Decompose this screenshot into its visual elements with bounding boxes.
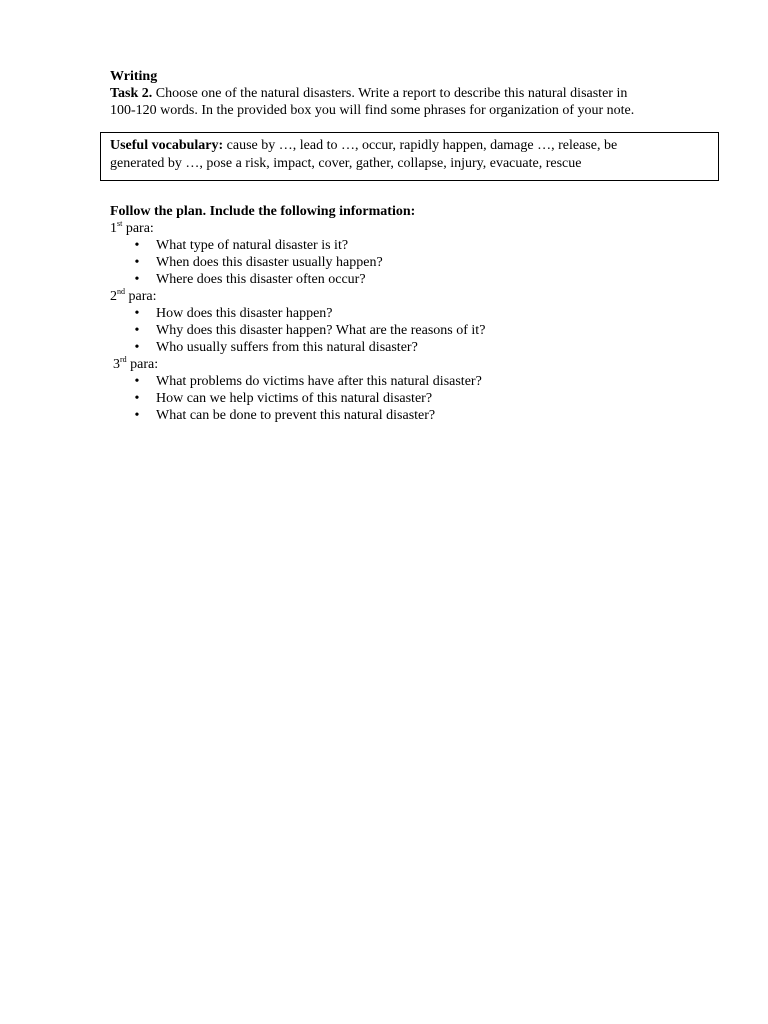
vocab-line-1 (110, 137, 713, 155)
bullet-icon: • (134, 272, 140, 287)
list-item (110, 237, 710, 254)
task-line-1 (110, 85, 710, 102)
list-item (110, 339, 710, 356)
section-heading: Writing (110, 69, 158, 84)
bullet-icon: • (134, 408, 140, 423)
list-item (110, 254, 710, 271)
para-number: 1 (110, 221, 117, 236)
list-item-text: How does this disaster happen? (156, 306, 333, 321)
para-2-list (110, 305, 710, 356)
bullet-icon: • (134, 323, 140, 338)
plan-title: Follow the plan. Include the following information: (110, 204, 416, 219)
para-ordinal-suffix: rd (120, 355, 127, 364)
list-item-text: Who usually suffers from this natural disaster? (156, 340, 418, 355)
task-line-2: 100-120 words. In the provided box you will find some phrases for organization of your note. (110, 103, 635, 118)
vocab-line-2: generated by …, pose a risk, impact, cover, gather, collapse, injury, evacuate, rescue (110, 156, 582, 171)
list-item (110, 322, 710, 339)
list-item-text: When does this disaster usually happen? (156, 255, 383, 270)
list-item-text: What problems do victims have after this natural disaster? (156, 374, 482, 389)
list-item (110, 390, 710, 407)
vocab-text-1: cause by …, lead to …, occur, rapidly happen, damage …, release, be (223, 138, 618, 153)
list-item (110, 407, 710, 424)
para-number: 2 (110, 289, 117, 304)
bullet-icon: • (134, 391, 140, 406)
list-item (110, 373, 710, 390)
task-label: Task 2. (110, 86, 153, 101)
vocabulary-box (100, 132, 719, 181)
bullet-icon: • (134, 374, 140, 389)
para-3-list (110, 373, 710, 424)
task-text-1: Choose one of the natural disasters. Write a report to describe this natural disaster in (152, 86, 628, 101)
para-label-1 (110, 220, 710, 237)
para-1-list (110, 237, 710, 288)
list-item (110, 271, 710, 288)
para-ordinal-suffix: st (117, 219, 123, 228)
bullet-icon: • (134, 238, 140, 253)
list-item-text: Why does this disaster happen? What are the reasons of it? (156, 323, 486, 338)
para-suffix: para: (126, 357, 159, 372)
plan-section (110, 203, 710, 424)
list-item (110, 305, 710, 322)
list-item-text: What type of natural disaster is it? (156, 238, 349, 253)
para-ordinal-suffix: nd (117, 287, 125, 296)
para-suffix: para: (122, 221, 154, 236)
task-section (110, 68, 710, 119)
para-suffix: para: (125, 289, 157, 304)
para-number: 3 (113, 357, 120, 372)
list-item-text: Where does this disaster often occur? (156, 272, 366, 287)
vocab-label: Useful vocabulary: (110, 138, 224, 153)
bullet-icon: • (134, 306, 140, 321)
list-item-text: What can be done to prevent this natural disaster? (156, 408, 436, 423)
list-item-text: How can we help victims of this natural disaster? (156, 391, 433, 406)
para-label-2 (110, 288, 710, 305)
para-label-3 (110, 356, 710, 373)
bullet-icon: • (134, 255, 140, 270)
bullet-icon: • (134, 340, 140, 355)
